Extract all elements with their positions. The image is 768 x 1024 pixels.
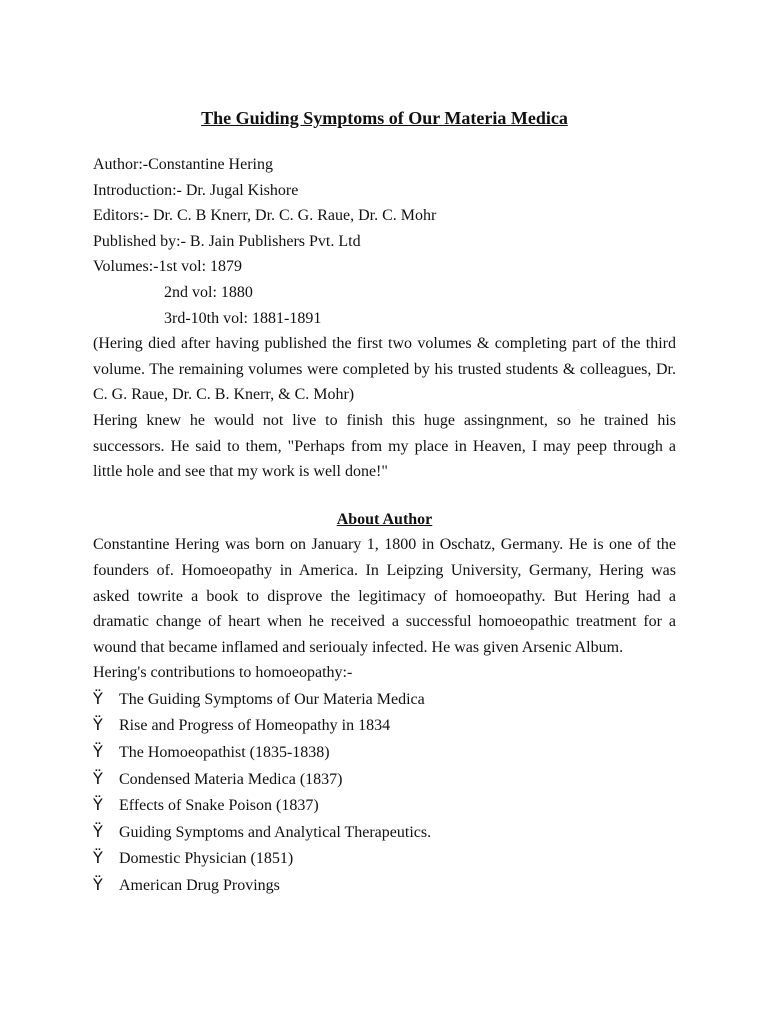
author-line: Author:-Constantine Hering [93, 156, 273, 173]
volume-2-line: 2nd vol: 1880 [164, 283, 253, 301]
list-item-text: Effects of Snake Poison (1837) [119, 797, 319, 815]
list-item [93, 792, 676, 819]
list-item-text: Condensed Materia Medica (1837) [119, 770, 343, 788]
list-item [93, 712, 676, 739]
list-item-text: Guiding Symptoms and Analytical Therapeutics. [119, 823, 432, 841]
list-item [93, 766, 676, 793]
document-page [93, 106, 676, 899]
bullet-icon: Ÿ [93, 768, 103, 788]
bullet-icon: Ÿ [93, 715, 103, 735]
bullet-icon: Ÿ [93, 795, 103, 815]
list-item [93, 872, 676, 899]
volume-3-10-line: 3rd-10th vol: 1881-1891 [164, 309, 322, 327]
list-item-text: Domestic Physician (1851) [119, 850, 294, 868]
list-item-text: American Drug Provings [119, 877, 280, 895]
publication-note-paragraph: (Hering died after having published the first two volumes & completing part of the third volume. The remaining volumes were completed by his trusted students & colleagues, Dr. C. G. Raue, Dr. C. B. Knerr, & C. Mohr) [93, 335, 676, 404]
list-item [93, 845, 676, 872]
list-item [93, 686, 676, 713]
list-item [93, 739, 676, 766]
about-author-paragraph: Constantine Hering was born on January 1, 1800 in Oschatz, Germany. He is one of the founders of. Homoeopathy in America. In Leipzing University, Germany, Hering was asked towrite a book to disprove the legitimacy of homoeopathy. But Hering had a dramatic change of heart when he received a successful homoeopathic treatment for a wound that became inflamed and serioualy infected. He was given Arsenic Album. [93, 536, 676, 656]
bullet-icon: Ÿ [93, 821, 103, 841]
contributions-intro: Hering's contributions to homoeopathy:- [93, 664, 353, 682]
bullet-icon: Ÿ [93, 742, 103, 762]
bullet-icon: Ÿ [93, 875, 103, 895]
document-title: The Guiding Symptoms of Our Materia Medica [201, 108, 568, 128]
volumes-line: Volumes:-1st vol: 1879 [93, 258, 243, 276]
about-author-heading: About Author [336, 510, 433, 528]
list-item-text: The Homoeopathist (1835-1838) [119, 744, 330, 762]
publisher-line: Published by:- B. Jain Publishers Pvt. Ltd [93, 232, 361, 250]
editors-line: Editors:- Dr. C. B Knerr, Dr. C. G. Raue, Dr. C. Mohr [93, 207, 437, 225]
book-metadata [93, 152, 676, 331]
bullet-icon: Ÿ [93, 848, 103, 868]
introduction-line: Introduction:- Dr. Jugal Kishore [93, 181, 299, 199]
successors-quote-paragraph: Hering knew he would not live to finish this huge assingnment, so he trained his successors. He said to them, "Perhaps from my place in Heaven, I may peep through a little hole and see that my work is well done!" [93, 411, 676, 481]
list-item [93, 819, 676, 846]
list-item-text: Rise and Progress of Homeopathy in 1834 [119, 717, 391, 735]
contributions-list [93, 686, 676, 899]
list-item-text: The Guiding Symptoms of Our Materia Medica [119, 690, 425, 708]
bullet-icon: Ÿ [93, 688, 103, 708]
